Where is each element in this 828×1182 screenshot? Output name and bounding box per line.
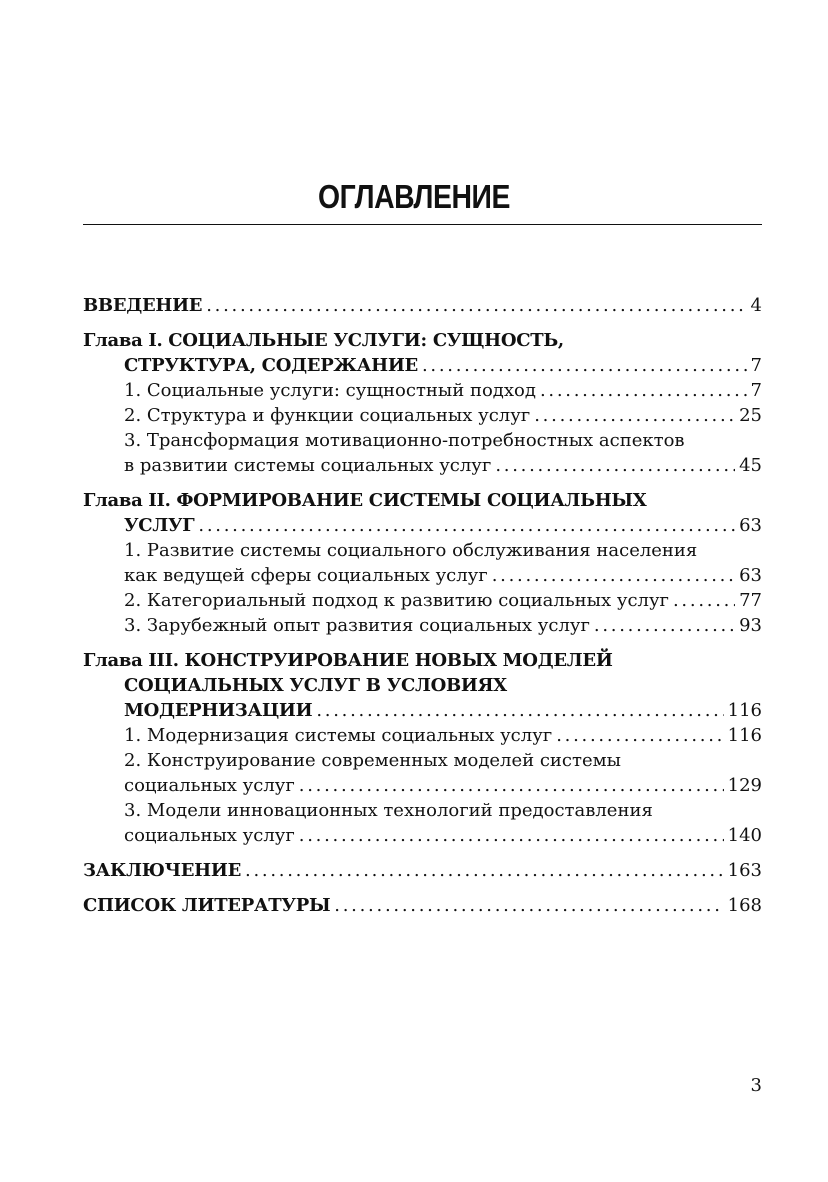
entry-title: 3. Модели инновационных технологий предоставления: [124, 800, 653, 821]
chapter-3-heading-cont[interactable]: [83, 673, 762, 698]
chapter-3-heading-cont[interactable]: [83, 698, 762, 723]
page-ref: 7: [750, 380, 762, 401]
page-ref: 63: [739, 565, 762, 586]
entry-title: социальных услуг: [124, 775, 295, 796]
chapter-prefix: Глава II.: [83, 490, 171, 511]
entry-title: СПИСОК ЛИТЕРАТУРЫ: [83, 895, 331, 916]
dot-leader: [198, 513, 735, 538]
entry-title: ЗАКЛЮЧЕНИЕ: [83, 860, 241, 881]
chapter-1-heading[interactable]: [83, 328, 762, 353]
page-ref: 129: [727, 775, 762, 796]
chapter-3-heading[interactable]: [83, 648, 762, 673]
page-number: 3: [750, 1075, 762, 1096]
toc-entry-1-3[interactable]: [83, 428, 762, 453]
chapter-title: МОДЕРНИЗАЦИИ: [124, 700, 313, 721]
table-of-contents: [83, 293, 762, 918]
page-ref: 63: [739, 515, 762, 536]
toc-entry-3-2[interactable]: [83, 748, 762, 773]
entry-title: как ведущей сферы социальных услуг: [124, 565, 488, 586]
toc-entry-3-2-cont[interactable]: [83, 773, 762, 798]
dot-leader: [299, 823, 724, 848]
entry-title: 1. Социальные услуги: сущностный подход: [124, 380, 536, 401]
page-ref: 116: [727, 700, 762, 721]
chapter-title: СОЦИАЛЬНЫХ УСЛУГ В УСЛОВИЯХ: [124, 675, 507, 696]
toc-entry-1-3-cont[interactable]: [83, 453, 762, 478]
chapter-1-heading-cont[interactable]: [83, 353, 762, 378]
entry-title: 2. Конструирование современных моделей системы: [124, 750, 621, 771]
toc-entry-3-3-cont[interactable]: [83, 823, 762, 848]
chapter-2-heading[interactable]: [83, 488, 762, 513]
toc-entry-intro[interactable]: [83, 293, 762, 318]
page-ref: 45: [739, 455, 762, 476]
page-ref: 7: [750, 355, 762, 376]
dot-leader: [206, 293, 746, 318]
toc-entry-2-2[interactable]: [83, 588, 762, 613]
dot-leader: [495, 453, 735, 478]
page-ref: 163: [727, 860, 762, 881]
entry-title: ВВЕДЕНИЕ: [83, 295, 203, 316]
toc-entry-2-1-cont[interactable]: [83, 563, 762, 588]
dot-leader: [492, 563, 735, 588]
title-rule: [83, 224, 762, 225]
page-ref: 140: [727, 825, 762, 846]
dot-leader: [534, 403, 735, 428]
page-ref: 77: [739, 590, 762, 611]
entry-title: 1. Развитие системы социального обслуживания населения: [124, 540, 698, 561]
chapter-title: ФОРМИРОВАНИЕ СИСТЕМЫ СОЦИАЛЬНЫХ: [176, 490, 647, 511]
page-ref: 25: [739, 405, 762, 426]
dot-leader: [594, 613, 735, 638]
chapter-title: СОЦИАЛЬНЫЕ УСЛУГИ: СУЩНОСТЬ,: [168, 330, 564, 351]
page-title: ОГЛАВЛЕНИЕ: [317, 178, 511, 215]
entry-title: 1. Модернизация системы социальных услуг: [124, 725, 553, 746]
toc-entry-references[interactable]: [83, 893, 762, 918]
entry-title: 3. Трансформация мотивационно-потребностных аспектов: [124, 430, 685, 451]
page-ref: 116: [727, 725, 762, 746]
chapter-title: УСЛУГ: [124, 515, 195, 536]
toc-entry-3-1[interactable]: [83, 723, 762, 748]
toc-entry-1-2[interactable]: [83, 403, 762, 428]
chapter-prefix: Глава I.: [83, 330, 163, 351]
toc-entry-2-3[interactable]: [83, 613, 762, 638]
toc-entry-3-3[interactable]: [83, 798, 762, 823]
dot-leader: [540, 378, 747, 403]
dot-leader: [245, 858, 724, 883]
dot-leader: [334, 893, 723, 918]
entry-title: 2. Категориальный подход к развитию социальных услуг: [124, 590, 669, 611]
toc-entry-2-1[interactable]: [83, 538, 762, 563]
entry-title: 2. Структура и функции социальных услуг: [124, 405, 531, 426]
entry-title: социальных услуг: [124, 825, 295, 846]
entry-title: в развитии системы социальных услуг: [124, 455, 492, 476]
chapter-title: СТРУКТУРА, СОДЕРЖАНИЕ: [124, 355, 418, 376]
page-ref: 4: [750, 295, 762, 316]
dot-leader: [422, 353, 747, 378]
entry-title: 3. Зарубежный опыт развития социальных услуг: [124, 615, 590, 636]
chapter-title: КОНСТРУИРОВАНИЕ НОВЫХ МОДЕЛЕЙ: [184, 650, 613, 671]
dot-leader: [316, 698, 723, 723]
dot-leader: [556, 723, 723, 748]
toc-entry-1-1[interactable]: [83, 378, 762, 403]
chapter-2-heading-cont[interactable]: [83, 513, 762, 538]
page-ref: 93: [739, 615, 762, 636]
page-ref: 168: [727, 895, 762, 916]
toc-entry-conclusion[interactable]: [83, 858, 762, 883]
dot-leader: [673, 588, 735, 613]
chapter-prefix: Глава III.: [83, 650, 179, 671]
dot-leader: [299, 773, 724, 798]
